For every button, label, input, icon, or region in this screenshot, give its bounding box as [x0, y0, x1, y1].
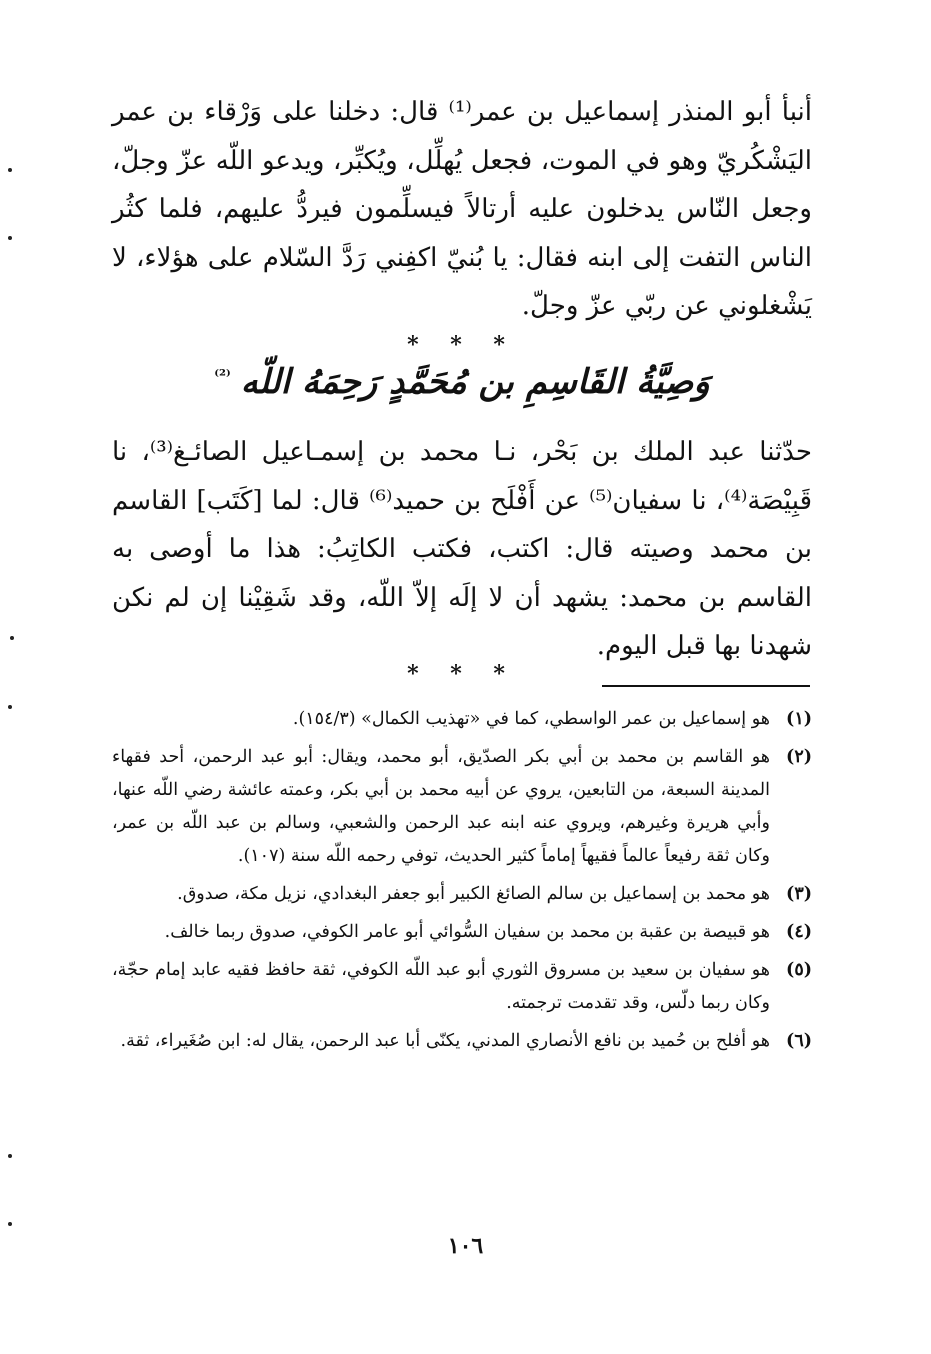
paragraph-1: أنبأ أبو المنذر إسماعيل بن عمر⁽¹⁾ قال: دخلنا على وَرْقاء بن عمر اليَشْكُريّ وهو في الموت، فجعل يُهلِّل، ويُكبِّر، ويدعو اللّه عزّ وجلّ، وجعل النّاس يدخلون عليه أرتالاً فيسلِّمون فيردُّ عليهم، فلما كثُر الناس التفت إلى ابنه فقال: يا بُنيّ اكفِني رَدَّ السّلام على هؤلاء، لا يَشْغلوني عن ربّي عزّ وجلّ. — [112, 97, 812, 321]
footnote — [112, 878, 812, 911]
footnotes — [112, 703, 812, 1063]
scan-speck — [8, 168, 12, 172]
footnote-number: (٥) — [786, 960, 812, 980]
footnote-text: هو القاسم بن محمد بن أبي بكر الصدّيق، أبو محمد، ويقال: أبو عبد الرحمن، أحد فقهاء المدينة السبعة، من التابعين، يروي عن أبيه محمد بن أبي بكر، وعمته عائشة رضي اللّه عنها، وأبي هريرة وغيرهم، ويروي عنه ابنه عبد الرحمن والشعبي، وسالم بن عبد اللّه بن عمر، وكان ثقة رفيعاً عالماً فقيهاً إماماً كثير الحديث، توفي رحمه اللّه سنة (١٠٧). — [112, 747, 770, 866]
footnote-number: (٤) — [786, 922, 812, 942]
scan-speck — [8, 705, 12, 709]
footnote-text: هو محمد بن إسماعيل بن سالم الصائغ الكبير أبو جعفر البغدادي، نزيل مكة، صدوق. — [177, 884, 770, 904]
footnote-number: (١) — [786, 709, 812, 729]
footnote-number: (٣) — [786, 884, 812, 904]
heading-text: وَصِيَّةُ القَاسِمِ بن مُحَمَّدٍ رَحِمَهُ اللّه — [240, 362, 710, 402]
footnote — [112, 916, 812, 949]
footnote-text: هو إسماعيل بن عمر الواسطي، كما في «تهذيب الكمال» (١٥٤/٣). — [292, 709, 770, 729]
section-separator: * * * — [407, 332, 517, 358]
footnote — [112, 741, 812, 873]
scan-speck — [8, 1154, 12, 1158]
section-separator-end: * * * — [407, 661, 517, 687]
footnote-text: هو أفلح بن حُميد بن نافع الأنصاري المدني، يكنّى أبا عبد الرحمن، يقال له: ابن صُغَيراء، ثقة. — [120, 1031, 770, 1051]
footnote — [112, 703, 812, 736]
paragraph-2: حدّثنا عبد الملك بن بَحْر، نـا محمد بن إسمـاعيل الصائـغ⁽³⁾، نا قَبِيْصَة⁽⁴⁾، نا سفيان⁽⁵⁾ عن أَفْلَح بن حميد⁽⁶⁾ قال: لما [كَتَب] القاسم بن محمد وصيته قال: اكتب، فكتب الكاتِبُ: هذا ما أوصى به القاسم بن محمد: يشهد أن لا إلَه إلاّ اللّه، وقد شَقِيْنا إن لم نكن شهدنا بها قبل اليوم. — [112, 437, 813, 661]
heading-footnote-ref: ⁽²⁾ — [214, 365, 231, 385]
footnote-text: هو قبيصة بن عقبة بن محمد بن سفيان السُّوائي أبو عامر الكوفي، صدوق ربما خالف. — [164, 922, 770, 942]
section-2-text — [112, 428, 812, 671]
page-number: ١٠٦ — [447, 1233, 484, 1259]
scan-speck — [10, 636, 14, 640]
main-text — [112, 88, 812, 331]
section-heading — [112, 362, 812, 402]
footnote — [112, 1025, 812, 1058]
footnote — [112, 954, 812, 1020]
scan-speck — [8, 236, 12, 240]
footnote-divider — [602, 685, 810, 687]
footnote-text: هو سفيان بن سعيد بن مسروق الثوري أبو عبد اللّه الكوفي، ثقة حافظ فقيه عابد إمام حجّة، وكان ربما دلّس، وقد تقدمت ترجمته. — [112, 960, 770, 1013]
scan-speck — [8, 1222, 12, 1226]
footnote-number: (٦) — [786, 1031, 812, 1051]
footnote-number: (٢) — [786, 747, 812, 767]
